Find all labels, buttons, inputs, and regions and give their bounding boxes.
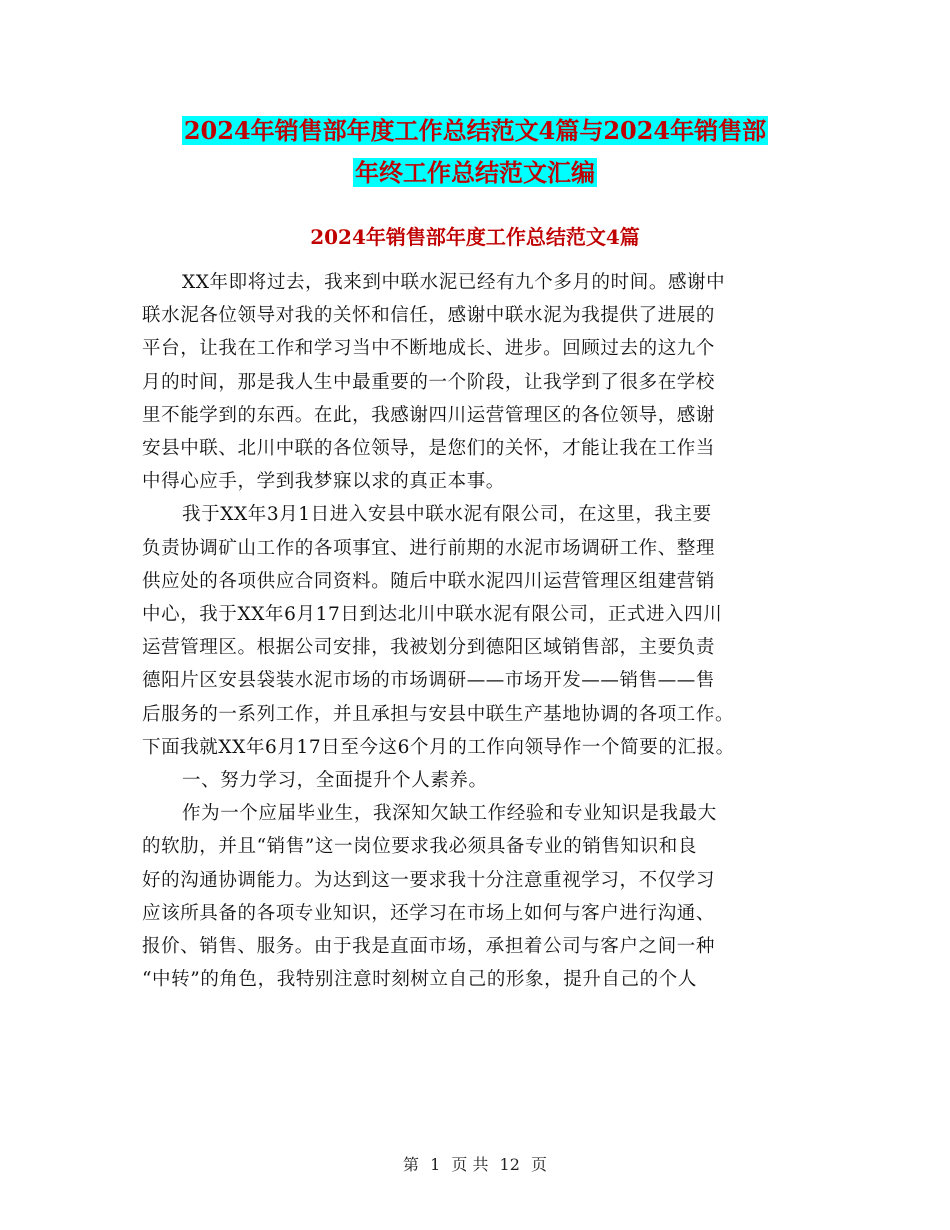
footer-suffix: 页 [531,1155,548,1174]
body-line: 一、努力学习，全面提升个人素养。 [182,770,488,792]
body-line: 月的时间，那是我人生中最重要的一个阶段，让我学到了很多在学校 [142,371,716,393]
page-footer [0,1152,950,1175]
section-subtitle: 2024年销售部年度工作总结范文4篇 [310,225,640,249]
body-line: 负责协调矿山工作的各项事宜、进行前期的水泥市场调研工作、整理 [142,537,716,559]
footer-middle: 页 共 [451,1155,489,1174]
body-line: 供应处的各项供应合同资料。随后中联水泥四川运营管理区组建营销 [142,570,716,592]
body-line: 运营管理区。根据公司安排，我被划分到德阳区域销售部，主要负责 [142,637,716,659]
body-line: 里不能学到的东西。在此，我感谢四川运营管理区的各位领导，感谢 [142,404,716,426]
footer-prefix: 第 [402,1155,419,1174]
body-line: 下面我就XX年6月17日至今这6个月的工作向领导作一个简要的汇报。 [142,736,735,758]
title-highlight-2: 年终工作总结范文汇编 [355,158,595,187]
document-title-line-2 [0,156,950,190]
body-line: 联水泥各位领导对我的关怀和信任，感谢中联水泥为我提供了进展的 [142,305,716,327]
body-line: “中转”的角色，我特别注意时刻树立自己的形象，提升自己的个人 [142,969,697,991]
footer-current-page: 1 [430,1155,441,1174]
footer-total-pages: 12 [499,1155,520,1174]
body-line: 中心，我于XX年6月17日到达北川中联水泥有限公司，正式进入四川 [142,604,723,626]
body-line: 后服务的一系列工作，并且承担与安县中联生产基地协调的各项工作。 [142,703,735,725]
document-body [142,266,822,996]
body-line: 德阳片区安县袋装水泥市场的市场调研——市场开发——销售——售 [142,670,716,692]
body-line: 作为一个应届毕业生，我深知欠缺工作经验和专业知识是我最大 [182,803,717,825]
body-line: 中得心应手，学到我梦寐以求的真正本事。 [142,471,505,493]
title-highlight-1: 2024年销售部年度工作总结范文4篇与2024年销售部 [183,116,767,145]
body-line: 的软肋，并且“销售”这一岗位要求我必须具备专业的销售知识和良 [142,836,697,858]
body-line: 我于XX年3月1日进入安县中联水泥有限公司，在这里，我主要 [182,504,712,526]
body-line: 平台，让我在工作和学习当中不断地成长、进步。回顾过去的这九个 [142,338,716,360]
body-line: 安县中联、北川中联的各位领导，是您们的关怀，才能让我在工作当 [142,438,716,460]
body-line: XX年即将过去，我来到中联水泥已经有九个多月的时间。感谢中 [182,272,726,293]
document-title-line-1 [0,114,950,148]
body-line: 好的沟通协调能力。为达到这一要求我十分注意重视学习，不仅学习 [142,869,716,891]
body-line: 应该所具备的各项专业知识，还学习在市场上如何与客户进行沟通、 [142,902,716,924]
body-line: 报价、销售、服务。由于我是直面市场，承担着公司与客户之间一种 [142,936,716,958]
